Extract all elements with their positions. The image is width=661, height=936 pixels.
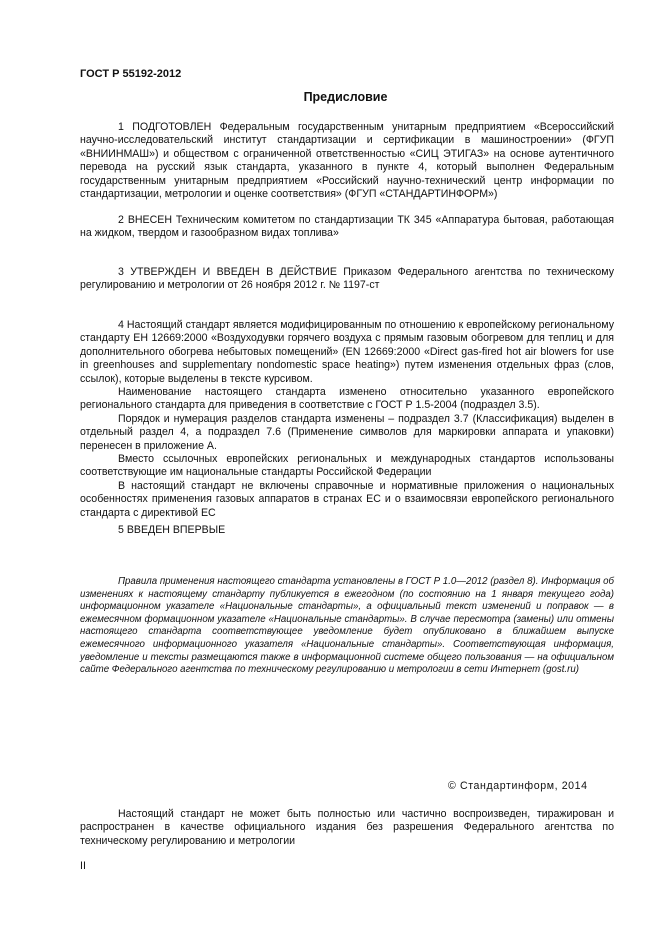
section-2-text: 2 ВНЕСЕН Техническим комитетом по стандартизации ТК 345 «Аппаратура бытовая, работающая на жидком, твердом и газообразном видах топлива»: [80, 214, 614, 240]
section-4: [80, 319, 614, 520]
section-1: [80, 121, 614, 201]
section-3: [80, 266, 614, 293]
section-3-text: 3 УТВЕРЖДЕН И ВВЕДЕН В ДЕЙСТВИЕ Приказом Федерального агентства по техническому регулированию и метрологии от 26 ноября 2012 г. № 1197-ст: [80, 266, 614, 292]
copyright-line: © Стандартинформ, 2014: [448, 780, 588, 792]
section-1-text: 1 ПОДГОТОВЛЕН Федеральным государственным унитарным предприятием «Всероссийский научно-исследовательский институт стандартизации и сертификации в машиностроении» (ФГУП «ВНИИНМАШ») и обществом с ограниченной ответственностью «СИЦ ЭТИГАЗ» на основе аутентичного перевода на русский язык стандарта, указанного в пункте 4, который выполнен Федеральным государственным унитарным предприятием «Российский научно-технический центр информации по стандартизации, метрологии и оценке соответствия» (ФГУП «СТАНДАРТИНФОРМ»): [80, 121, 614, 201]
section-4-paragraph: В настоящий стандарт не включены справочные и нормативные приложения о национальных особенностях применения газовых аппаратов в странах ЕС и о взаимосвязи европейского регионального стандарта с директивой ЕС: [80, 479, 614, 519]
page-title: Предисловие: [303, 90, 388, 104]
section-4-paragraph: Наименование настоящего стандарта изменено относительно указанного европейского регионального стандарта для приведения в соответствие с ГОСТ Р 1.5-2004 (подраздел 3.5).: [80, 386, 614, 412]
usage-note: Правила применения настоящего стандарта установлены в ГОСТ Р 1.0—2012 (раздел 8). Информация об изменениях к настоящему стандарту публикуется в ежегодном (по состоянию на 1 января текущего года) информационном указателе «Национальные стандарты», а официальный текст изменений и поправок — в ежемесячном формационном указателе «Национальные стандарты». В случае пересмотра (замены) или отмены настоящего стандарта соответствующее уведомление будет опубликовано в ближайшем выпуске ежемесячного информационного указателя «Национальные стандарты». Соответствующая информация, уведомление и тексты размещаются также в информационной системе общего пользования — на официальном сайте Федерального агентства по техническому регулированию и метрологии в сети Интернет (gost.ru): [80, 576, 614, 676]
section-4-paragraph: 4 Настоящий стандарт является модифицированным по отношению к европейскому региональному стандарту ЕН 12669:2000 «Воздуходувки горячего воздуха с прямым газовым обогревом для теплиц и для дополнительного обогрева небытовых помещений» (EN 12669:2000 «Direct gas-fired hot air blowers for use in greenhouses and supplementary nondomestic space heating») путем изменения отдельных фраз (слов, ссылок), которые выделены в тексте курсивом.: [80, 319, 614, 385]
section-5-text: 5 ВВЕДЕН ВПЕРВЫЕ: [118, 524, 226, 536]
section-2: [80, 214, 614, 241]
section-5: [80, 524, 614, 537]
section-4-paragraph: Порядок и нумерация разделов стандарта изменены – подраздел 3.7 (Классификация) выделен в отдельный раздел 4, а подраздел 7.6 (Применение символов для маркировки аппарата и упаковки) перенесен в приложение А.: [80, 412, 614, 452]
reproduction-notice-text: Настоящий стандарт не может быть полностью или частично воспроизведен, тиражирован и распространен в качестве официального издания без разрешения Федерального агентства по техническому регулированию и метрологии: [80, 808, 614, 847]
reproduction-notice: [80, 808, 614, 848]
page-number: II: [80, 860, 86, 872]
section-4-paragraph: Вместо ссылочных европейских региональных и международных стандартов использованы соответствующие им национальные стандарты Российской Федерации: [80, 453, 614, 479]
standard-code: ГОСТ Р 55192-2012: [80, 68, 182, 80]
